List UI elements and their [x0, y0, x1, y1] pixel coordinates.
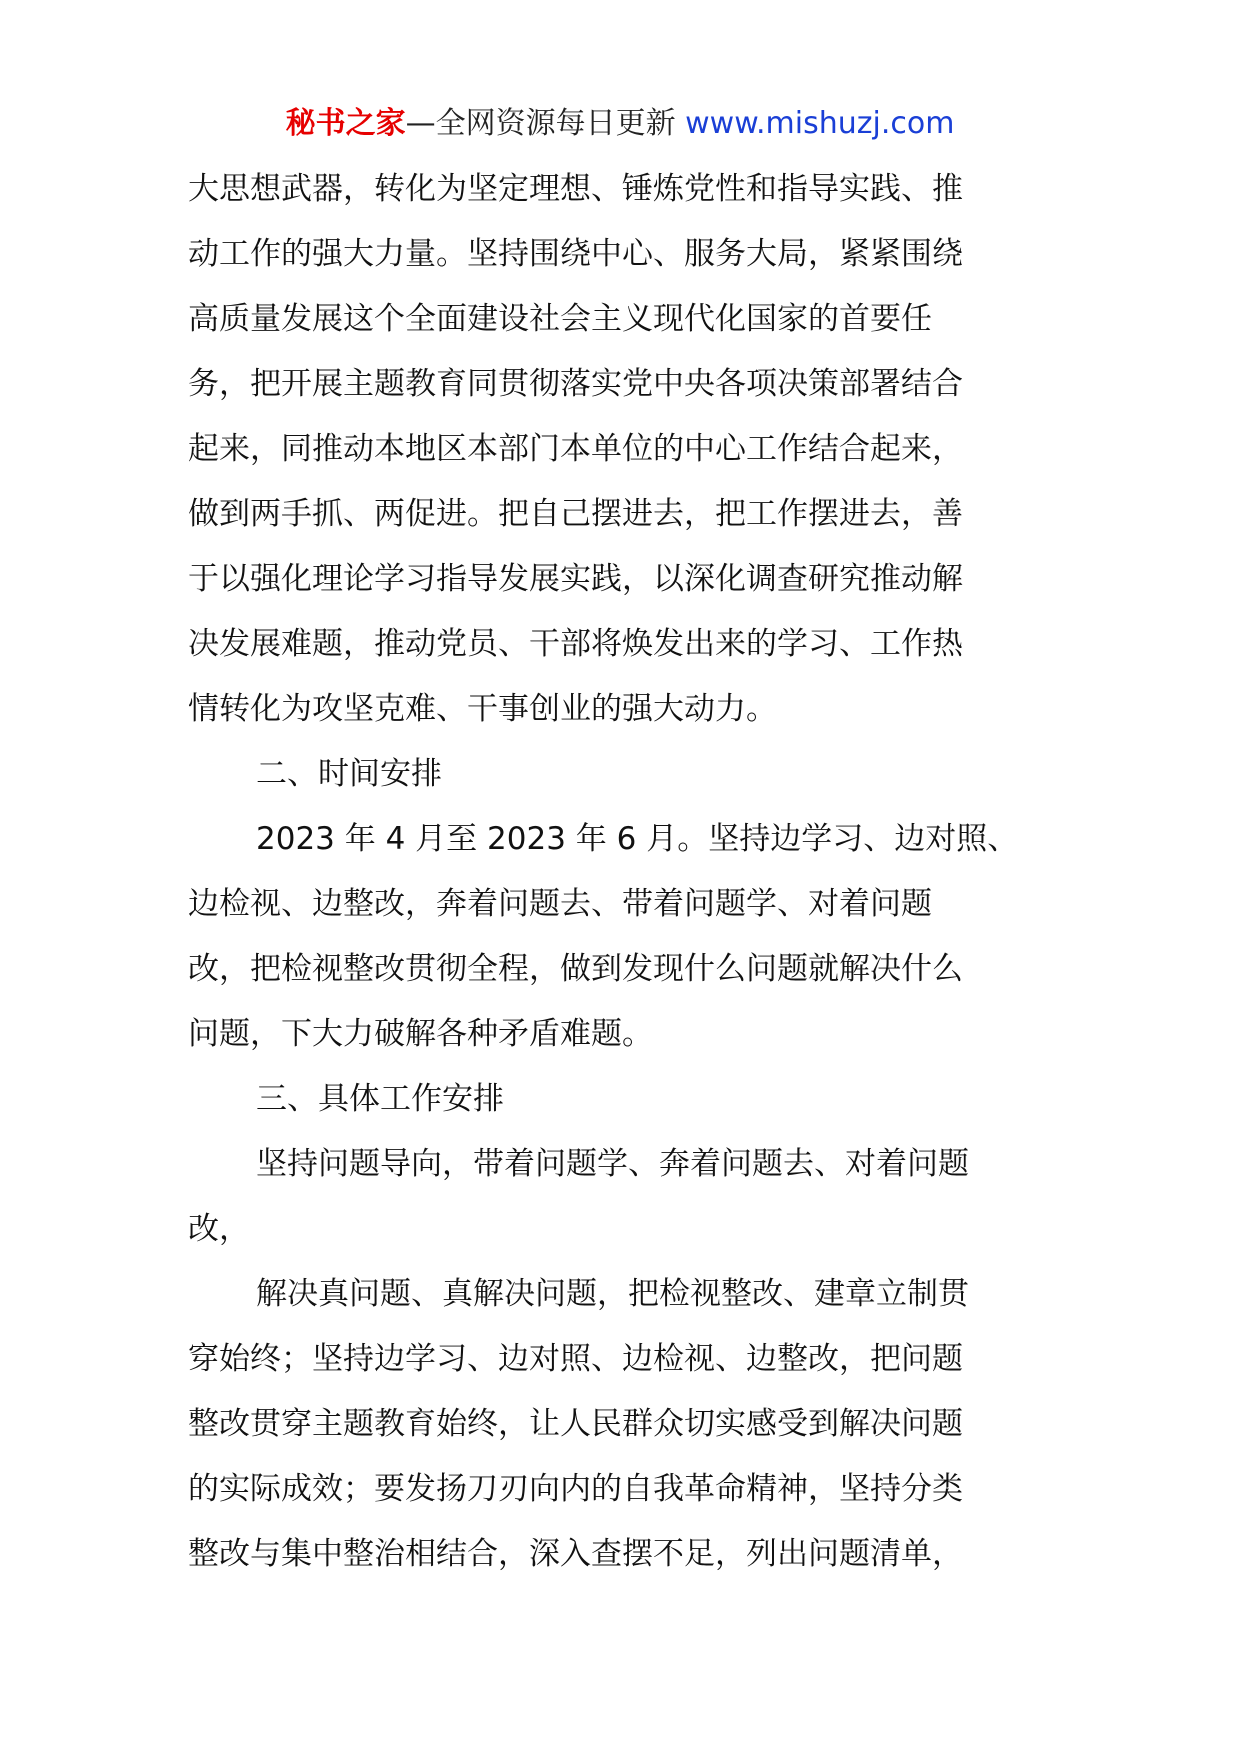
- text-line: 高质量发展这个全面建设社会主义现代化国家的首要任: [188, 301, 932, 337]
- text-line: 解决真问题、真解决问题，把检视整改、建章立制贯: [256, 1276, 969, 1312]
- text-line: 起来，同推动本地区本部门本单位的中心工作结合起来，: [188, 431, 963, 467]
- text-line: 改，: [188, 1211, 250, 1247]
- document-body: [188, 157, 1058, 1587]
- brand-name: 秘书之家: [285, 106, 406, 141]
- text-line: 的实际成效；要发扬刀刃向内的自我革命精神，坚持分类: [188, 1471, 963, 1507]
- text-line: 决发展难题，推动党员、干部将焕发出来的学习、工作热: [188, 626, 963, 662]
- text-line: 边检视、边整改，奔着问题去、带着问题学、对着问题: [188, 886, 932, 922]
- text-line: 做到两手抓、两促进。把自己摆进去，把工作摆进去，善: [188, 496, 963, 532]
- text-line: 动工作的强大力量。坚持围绕中心、服务大局，紧紧围绕: [188, 236, 963, 272]
- text-line: 坚持问题导向，带着问题学、奔着问题去、对着问题: [256, 1146, 969, 1182]
- text-line: 于以强化理论学习指导发展实践，以深化调查研究推动解: [188, 561, 963, 597]
- text-line: 整改与集中整治相结合，深入查摆不足，列出问题清单，: [188, 1536, 963, 1572]
- text-line: 穿始终；坚持边学习、边对照、边检视、边整改，把问题: [188, 1341, 963, 1377]
- text-line: 问题，下大力破解各种矛盾难题。: [188, 1016, 653, 1052]
- text-line: 2023 年 4 月至 2023 年 6 月。坚持边学习、边对照、: [256, 821, 1019, 857]
- text-line: 三、具体工作安排: [256, 1081, 504, 1117]
- text-line: 务，把开展主题教育同贯彻落实党中央各项决策部署结合: [188, 366, 963, 402]
- text-line: 情转化为攻坚克难、干事创业的强大动力。: [188, 691, 777, 727]
- text-line: 整改贯穿主题教育始终，让人民群众切实感受到解决问题: [188, 1406, 963, 1442]
- website-link[interactable]: www.mishuzj.com: [685, 106, 955, 141]
- header-tagline: —全网资源每日更新: [405, 106, 676, 141]
- text-line: 改，把检视整改贯彻全程，做到发现什么问题就解决什么: [188, 951, 963, 987]
- text-line: 大思想武器，转化为坚定理想、锤炼党性和指导实践、推: [188, 171, 963, 207]
- page-header: [0, 104, 1240, 144]
- text-line: 二、时间安排: [256, 756, 442, 792]
